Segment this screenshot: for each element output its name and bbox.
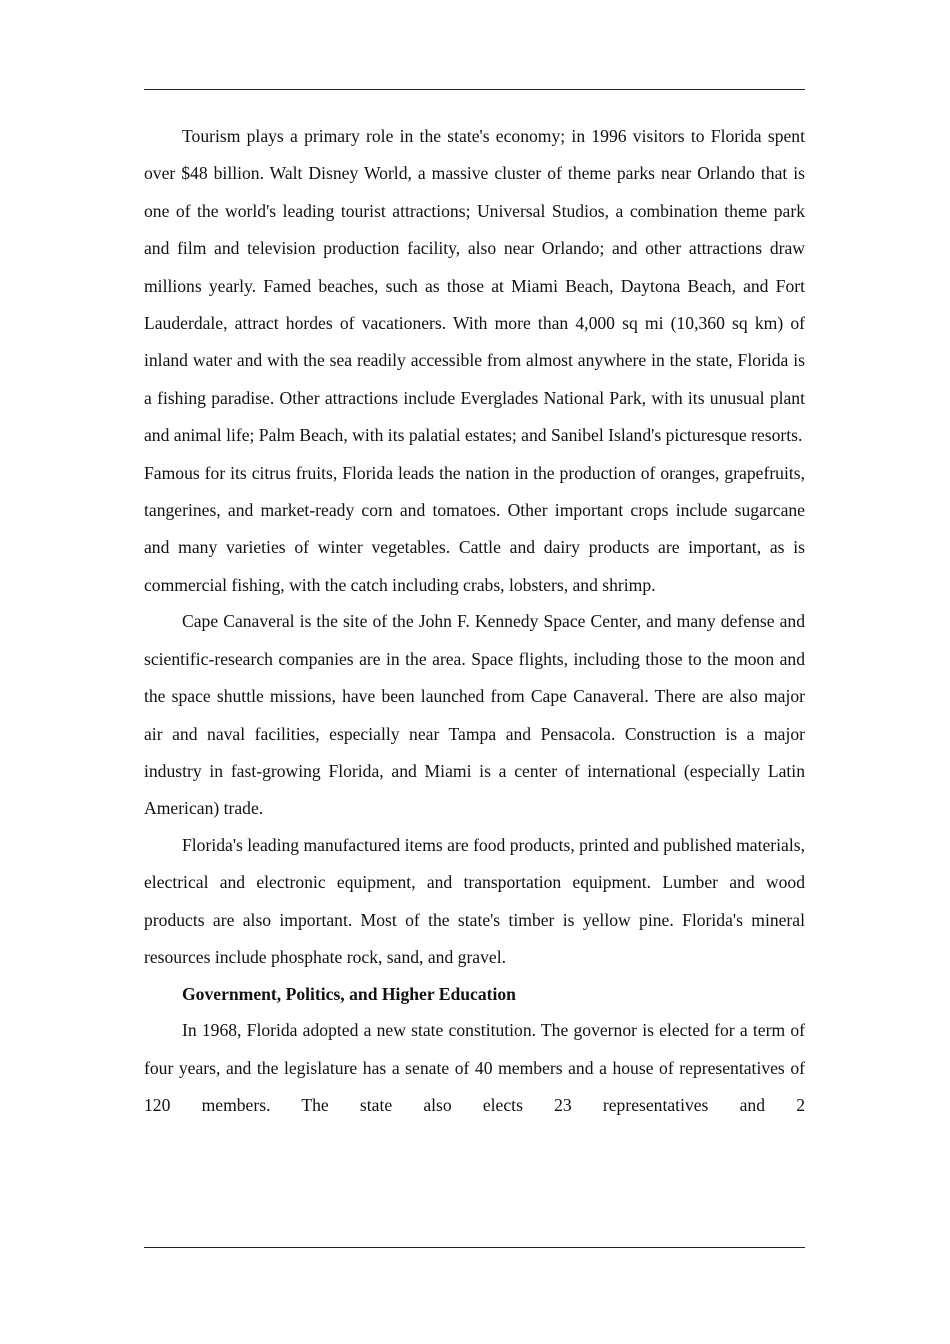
section-heading: Government, Politics, and Higher Education — [182, 984, 516, 1005]
paragraph-manufacturing: Florida's leading manufactured items are food products, printed and published materials, electrical and electronic equipment, and transportation equipment. Lumber and wood products are also important. Most of the state's timber is yellow pine. Florida's mineral resources include phosphate rock, sand, and gravel. — [144, 834, 805, 967]
paragraph-space-industry: Cape Canaveral is the site of the John F. Kennedy Space Center, and many defense and scientific-research companies are in the area. Space flights, including those to the moon and the space shuttle missions, have been launched from Cape Canaveral. There are also major air and naval facilities, especially near Tampa and Pensacola. Construction is a major industry in fast-growing Florida, and Miami is a center of international (especially Latin American) trade. — [144, 611, 805, 819]
header-rule — [144, 89, 805, 90]
paragraph-agriculture: Famous for its citrus fruits, Florida leads the nation in the production of oranges, grapefruits, tangerines, and market-ready corn and tomatoes. Other important crops include sugarcane and many varieties of winter vegetables. Cattle and dairy products are important, as is commercial fishing, with the catch including crabs, lobsters, and shrimp. — [144, 462, 805, 595]
footer-rule — [144, 1247, 805, 1248]
paragraph-tourism: Tourism plays a primary role in the state's economy; in 1996 visitors to Florida spent over $48 billion. Walt Disney World, a massive cluster of theme parks near Orlando that is one of the world's leading tourist attractions; Universal Studios, a combination theme park and film and television production facility, also near Orlando; and other attractions draw millions yearly. Famed beaches, such as those at Miami Beach, Daytona Beach, and Fort Lauderdale, attract hordes of vacationers. With more than 4,000 sq mi (10,360 sq km) of inland water and with the sea readily accessible from almost anywhere in the state, Florida is a fishing paradise. Other attractions include Everglades National Park, with its unusual plant and animal life; Palm Beach, with its palatial estates; and Sanibel Island's picturesque resorts. — [144, 126, 805, 446]
document-body — [144, 118, 805, 1125]
paragraph-government: In 1968, Florida adopted a new state constitution. The governor is elected for a term of four years, and the legislature has a senate of 40 members and a house of representatives of 120 members. The state also elects 23 representatives and 2 — [144, 1020, 805, 1116]
